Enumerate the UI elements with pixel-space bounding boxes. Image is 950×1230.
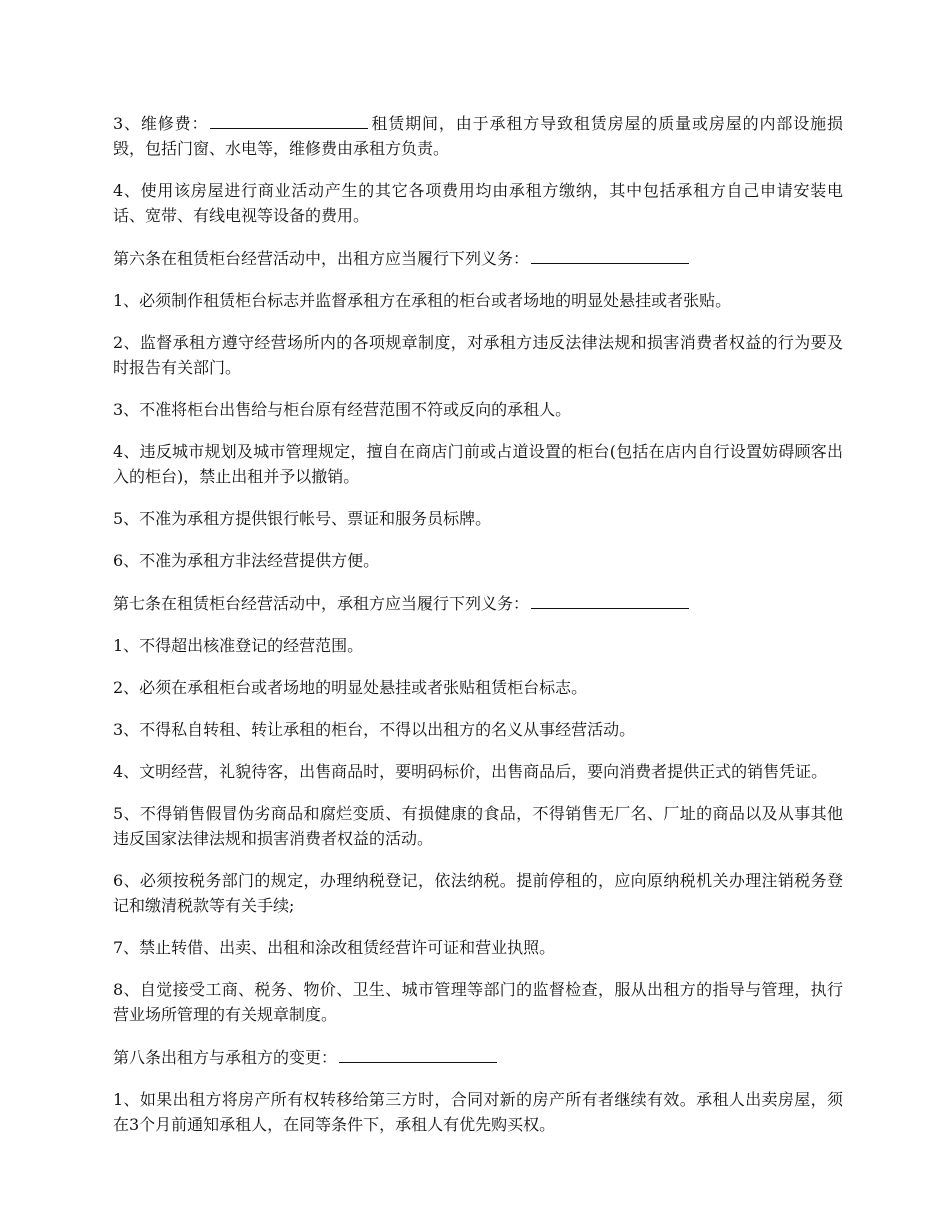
list-item: 5、不得销售假冒伪劣商品和腐烂变质、有损健康的食品，不得销售无厂名、厂址的商品以及从事其他违反国家法律法规和损害消费者权益的活动。 xyxy=(113,804,843,848)
list-item: 8、自觉接受工商、税务、物价、卫生、城市管理等部门的监督检查，服从出租方的指导与管理，执行营业场所管理的有关规章制度。 xyxy=(113,980,843,1024)
paragraph-maintenance-fee xyxy=(113,110,843,161)
list-item: 4、文明经营，礼貌待客，出售商品时，要明码标价，出售商品后，要向消费者提供正式的销售凭证。 xyxy=(113,762,828,781)
list-item: 5、不准为承租方提供银行帐号、票证和服务员标牌。 xyxy=(113,509,492,528)
list-item: 1、如果出租方将房产所有权转移给第三方时，合同对新的房产所有者继续有效。承租人出卖房屋，须在3个月前通知承租人，在同等条件下，承租人有优先购买权。 xyxy=(113,1090,843,1134)
paragraph-text-lead: 第六条在租赁柜台经营活动中，出租方应当履行下列义务： xyxy=(113,249,530,268)
list-item: 2、监督承租方遵守经营场所内的各项规章制度，对承租方违反法律法规和损害消费者权益的行为要及时报告有关部门。 xyxy=(113,333,843,377)
list-item: 3、不得私自转租、转让承租的柜台，不得以出租方的名义从事经营活动。 xyxy=(113,720,636,739)
fill-in-blank[interactable] xyxy=(210,110,368,129)
fill-in-blank[interactable] xyxy=(531,590,689,609)
list-item: 1、必须制作租赁柜台标志并监督承租方在承租的柜台或者场地的明显处悬挂或者张贴。 xyxy=(113,291,732,310)
paragraph-text-lead: 第七条在租赁柜台经营活动中，承租方应当履行下列义务： xyxy=(113,594,530,613)
paragraph-other-fees: 4、使用该房屋进行商业活动产生的其它各项费用均由承租方缴纳，其中包括承租方自己申请安装电话、宽带、有线电视等设备的费用。 xyxy=(113,181,843,225)
fill-in-blank[interactable] xyxy=(531,245,689,264)
list-item: 6、必须按税务部门的规定，办理纳税登记，依法纳税。提前停租的，应向原纳税机关办理注销税务登记和缴清税款等有关手续; xyxy=(113,871,843,915)
article-6-heading xyxy=(113,245,843,271)
list-item: 1、不得超出核准登记的经营范围。 xyxy=(113,636,364,655)
paragraph-text-tail: 租赁期间，由于承租方导致租赁房屋的质量或房屋的内部设施损毁，包括门窗、水电等，维修费由承租方负责。 xyxy=(113,114,843,158)
document-page xyxy=(113,110,843,1154)
list-item: 6、不准为承租方非法经营提供方便。 xyxy=(113,551,380,570)
list-item: 7、禁止转借、出卖、出租和涂改租赁经营许可证和营业执照。 xyxy=(113,938,556,957)
paragraph-text-lead: 3、维修费： xyxy=(113,114,209,133)
list-item: 4、违反城市规划及城市管理规定，擅自在商店门前或占道设置的柜台(包括在店内自行设置妨碍顾客出入的柜台)，禁止出租并予以撤销。 xyxy=(113,442,843,486)
list-item: 2、必须在承租柜台或者场地的明显处悬挂或者张贴租赁柜台标志。 xyxy=(113,678,588,697)
article-8-heading xyxy=(113,1044,843,1070)
article-7-heading xyxy=(113,590,843,616)
fill-in-blank[interactable] xyxy=(339,1044,497,1063)
list-item: 3、不准将柜台出售给与柜台原有经营范围不符或反向的承租人。 xyxy=(113,400,572,419)
paragraph-text-lead: 第八条出租方与承租方的变更： xyxy=(113,1048,338,1067)
